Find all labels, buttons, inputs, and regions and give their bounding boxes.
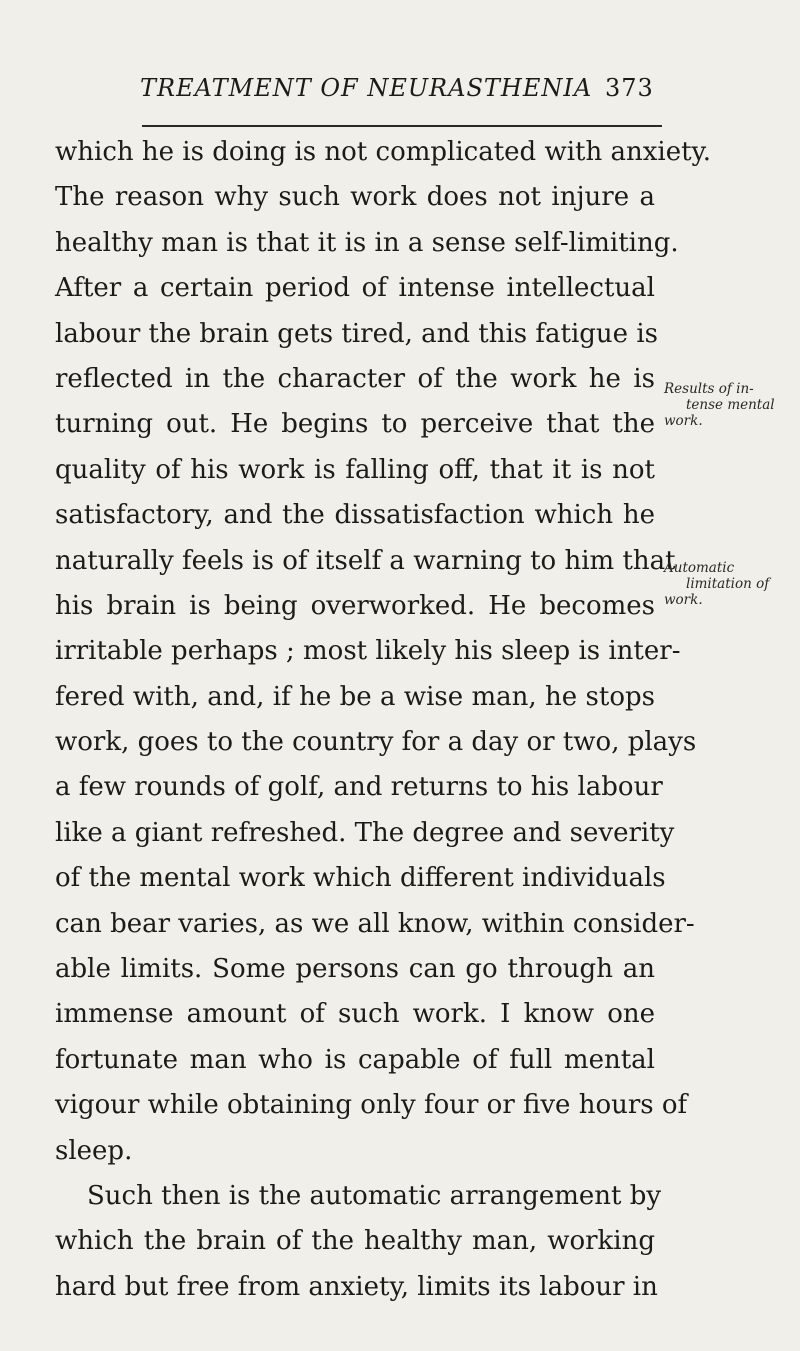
header-rule [142,125,662,127]
text-line: turning out. He begins to perceive that the [55,409,655,440]
text-line: sleep. [55,1135,133,1166]
text-line: a few rounds of golf, and returns to his labour [55,772,663,803]
sidenote-line: Results of in- [664,381,754,397]
text-line: The reason why such work does not injure a [55,182,655,213]
text-line: fortunate man who is capable of full mental [55,1044,655,1075]
text-line: which he is doing is not complicated with anxiety. [55,137,712,167]
text-line: his brain is being overworked. He becomes [55,590,655,621]
text-line: irritable perhaps ; most likely his sleep is inter- [55,636,681,667]
sidenote-line: Automatic [664,560,735,576]
sidenote-line: tense mental [686,397,775,413]
text-line: like a giant refreshed. The degree and severity [55,817,675,848]
text-line: work, goes to the country for a day or two, plays [55,727,697,758]
text-line: healthy man is that it is in a sense self-limiting. [55,227,679,258]
sidenote-line: limitation of [686,576,770,592]
text-line: reflected in the character of the work he is [55,363,655,394]
running-head [140,74,660,108]
text-line: fered with, and, if he be a wise man, he stops [55,681,655,712]
sidenote-line: work. [664,413,703,429]
text-line: hard but free from anxiety, limits its labour in [55,1271,658,1302]
text-line: labour the brain gets tired, and this fatigue is [55,318,658,349]
running-head-title: TREATMENT OF NEURASTHENIA [140,74,593,102]
text-line: satisfactory, and the dissatisfaction which he [55,500,655,531]
sidenote-line: work. [664,592,703,608]
text-line: able limits. Some persons can go through an [55,954,655,985]
sidenote-results-of-intense-mental-work [664,381,775,429]
text-line: After a certain period of intense intellectual [55,273,655,304]
text-line: immense amount of such work. I know one [55,999,655,1030]
text-line: Such then is the automatic arrangement by [87,1180,662,1211]
text-line: of the mental work which different individuals [55,863,666,894]
sidenote-automatic-limitation-of-work [664,560,769,608]
page-number: 373 [605,74,654,102]
text-line: can bear varies, as we all know, within consider- [55,908,695,939]
text-line: which the brain of the healthy man, working [55,1226,655,1257]
text-line: naturally feels is of itself a warning to him that [55,545,676,576]
text-line: quality of his work is falling off, that it is not [55,454,655,485]
text-line: vigour while obtaining only four or five hours of [55,1090,688,1121]
